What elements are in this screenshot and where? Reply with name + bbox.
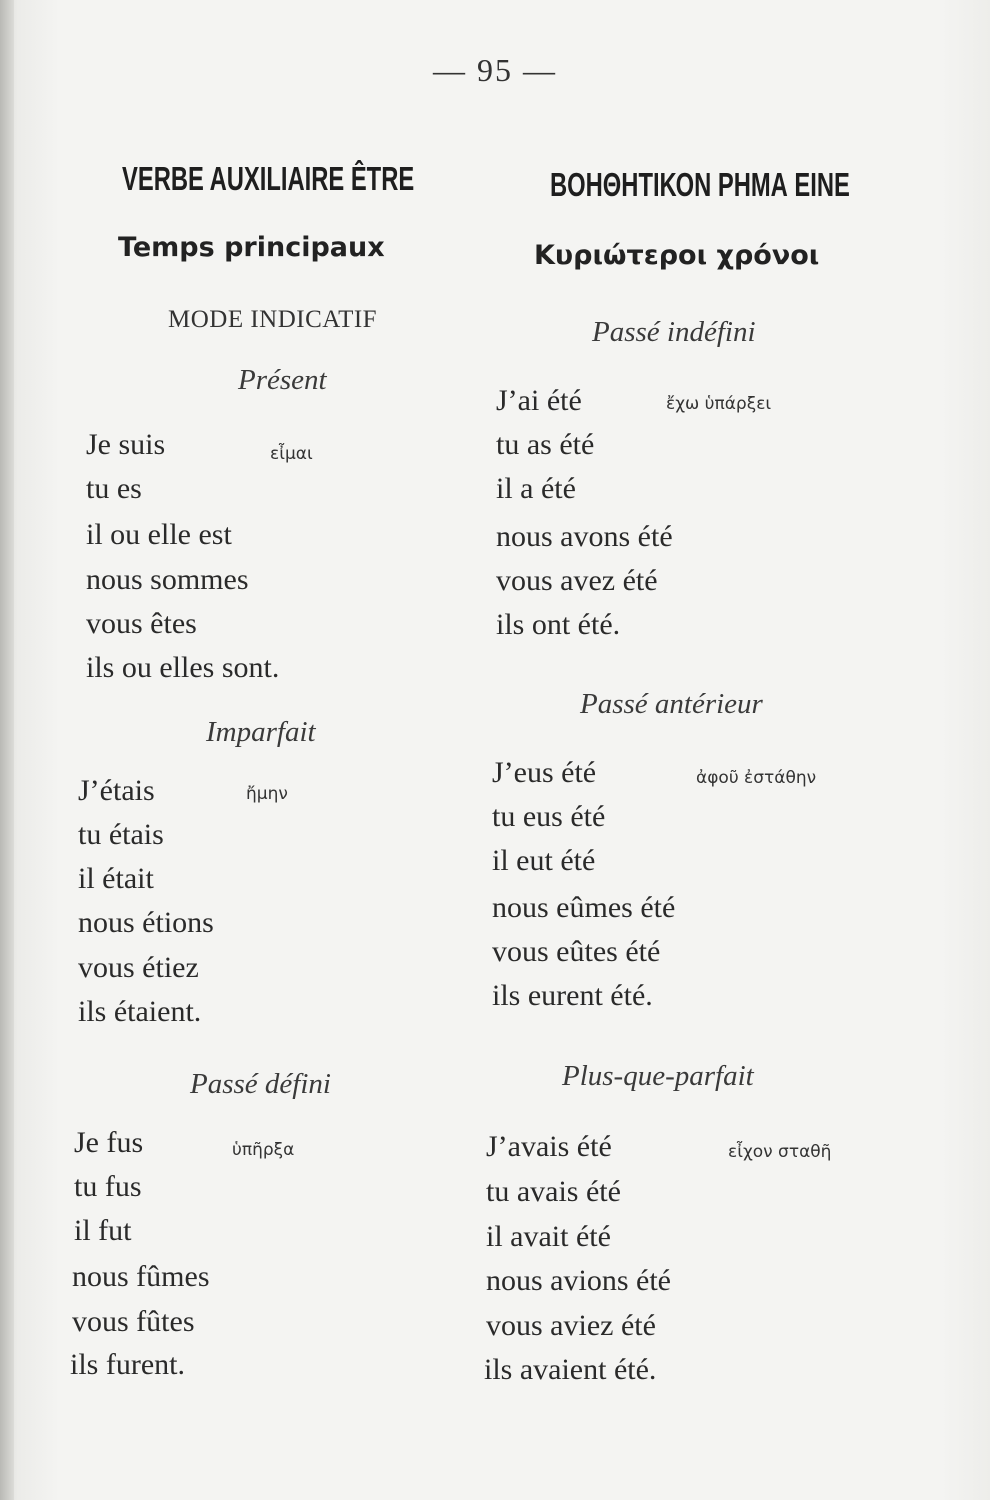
conj-line: tu fus — [74, 1170, 142, 1203]
tense-passe-defini: Passé défini — [190, 1068, 331, 1100]
conj-line: tu as été — [496, 428, 595, 461]
conj-line: vous aviez été — [486, 1309, 656, 1342]
conj-line: tu es — [86, 472, 142, 505]
left-subtitle: Temps principaux — [118, 232, 385, 263]
tense-passe-indefini: Passé indéfini — [592, 316, 756, 348]
conj-line: ils ont été. — [496, 608, 621, 641]
conj-line: Je suis — [86, 428, 166, 461]
conj-line: vous fûtes — [72, 1305, 195, 1338]
conj-line: vous eûtes été — [492, 935, 661, 968]
page-spine — [0, 0, 14, 1500]
page-number: — 95 — — [433, 52, 557, 88]
left-title: VERBE AUXILIAIRE ÊTRE — [122, 160, 415, 197]
tense-passe-anterieur: Passé antérieur — [580, 688, 763, 720]
conj-line: ils avaient été. — [484, 1353, 657, 1386]
conj-line: vous étiez — [78, 951, 199, 984]
conj-line: il eut été — [492, 844, 596, 877]
conj-line: il avait été — [486, 1220, 611, 1253]
right-title: ΒΟΗΘΗΤΙΚΟΝ ΡΗΜΑ ΕΙΝΕ — [550, 166, 850, 203]
conj-line: vous avez été — [496, 564, 658, 597]
conj-line: Je fus — [74, 1126, 144, 1159]
conj-line: nous avons été — [496, 520, 673, 553]
greek-passe-defini: ὑπῆρξα — [232, 1140, 295, 1160]
conj-line: ils furent. — [70, 1348, 185, 1381]
mode-heading: MODE INDICATIF — [168, 306, 378, 333]
greek-present: εἶμαι — [270, 444, 313, 464]
tense-present: Présent — [238, 364, 327, 396]
greek-plus-que-parfait: εἶχον σταθῆ — [728, 1142, 832, 1162]
conj-line: ils étaient. — [78, 995, 202, 1028]
conj-line: tu eus été — [492, 800, 606, 833]
tense-imparfait: Imparfait — [206, 716, 316, 748]
conj-line: tu étais — [78, 818, 164, 851]
conj-line: nous fûmes — [72, 1260, 210, 1293]
conj-line: ils ou elles sont. — [86, 651, 280, 684]
conj-line: il a été — [496, 472, 576, 505]
conj-line: vous êtes — [86, 607, 197, 640]
conj-line: nous eûmes été — [492, 891, 676, 924]
conj-line: il ou elle est — [86, 518, 232, 551]
conj-line: nous étions — [78, 906, 214, 939]
right-subtitle: Κυριώτεροι χρόνοι — [534, 240, 820, 271]
conj-line: nous avions été — [486, 1264, 671, 1297]
greek-passe-indefini: ἔχω ὑπάρξει — [666, 394, 772, 414]
conj-line: J’étais — [78, 774, 155, 807]
conj-line: J’avais été — [486, 1130, 612, 1163]
conj-line: nous sommes — [86, 563, 249, 596]
greek-imparfait: ἤμην — [246, 784, 288, 804]
conj-line: J’eus été — [492, 756, 597, 789]
tense-plus-que-parfait: Plus-que-parfait — [562, 1060, 754, 1092]
conj-line: ils eurent été. — [492, 979, 653, 1012]
conj-line: il fut — [74, 1214, 132, 1247]
conj-line: J’ai été — [496, 384, 582, 417]
greek-passe-anterieur: ἀφοῦ ἐστάθην — [696, 768, 817, 788]
conj-line: il était — [78, 862, 154, 895]
conj-line: tu avais été — [486, 1175, 621, 1208]
